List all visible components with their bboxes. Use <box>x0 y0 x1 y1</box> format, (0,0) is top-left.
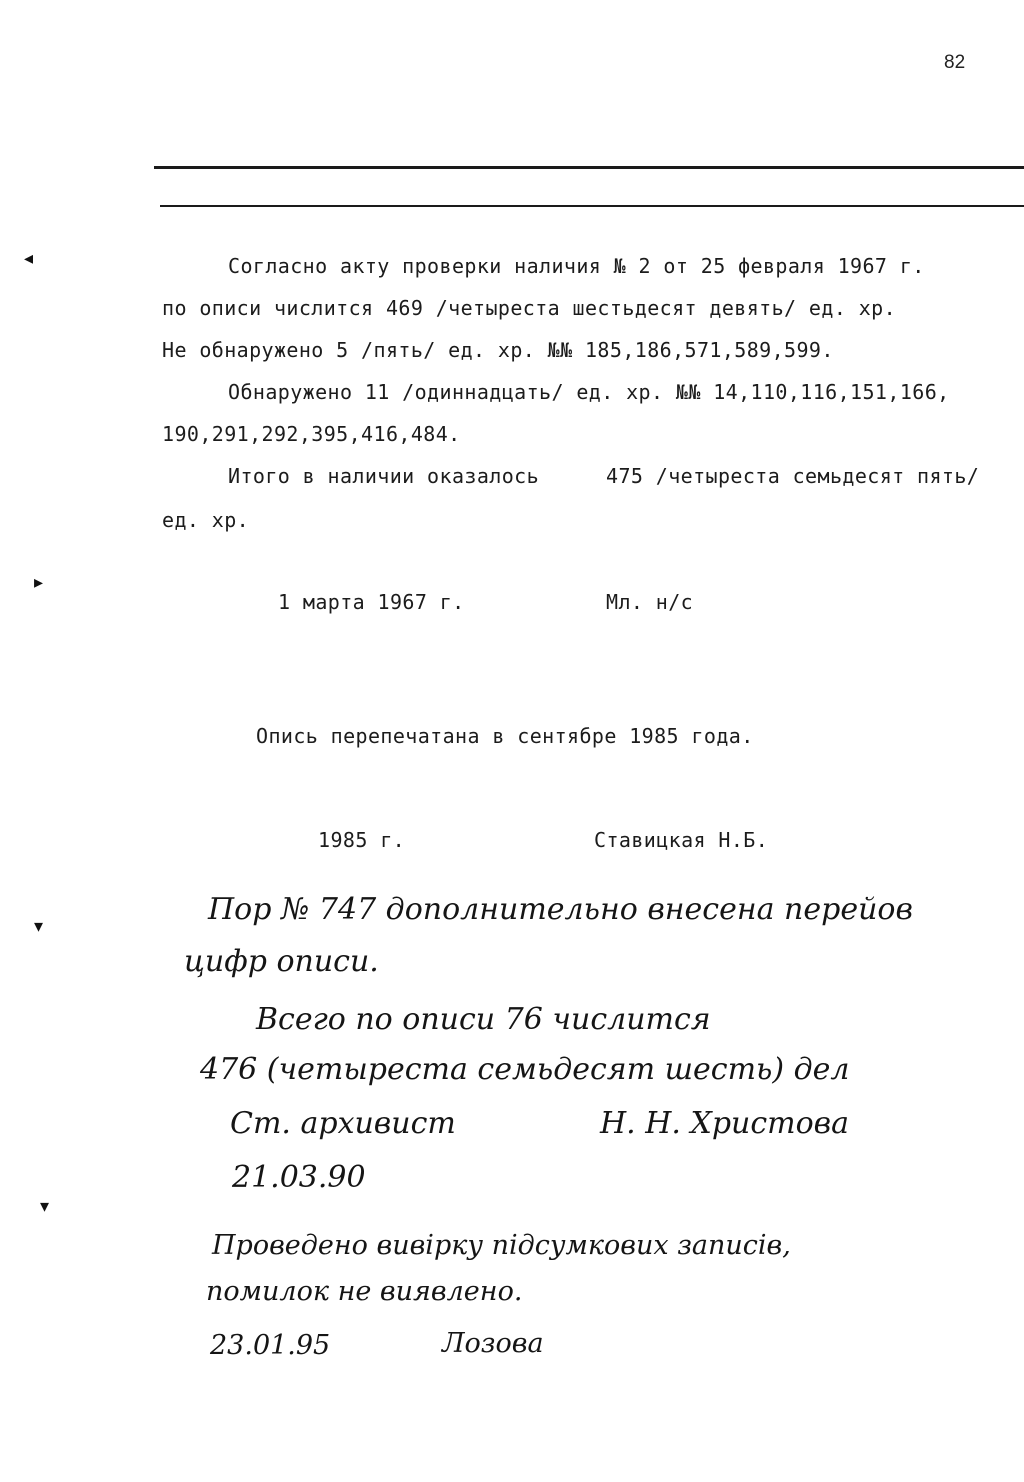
handwritten-note-2-line-1: Проведено вивірку підсумкових записів, <box>212 1230 791 1261</box>
typed-line-3: Не обнаружено 5 /пять/ ед. хр. №№ 185,186,571,589,599. <box>162 338 834 362</box>
binding-hole-mark: ▾ <box>40 1196 50 1216</box>
top-rule <box>154 166 1024 169</box>
handwritten-note-1-line-4: 476 (четыреста семьдесят шесть) дел <box>200 1052 850 1087</box>
typed-line-6b: 475 /четыреста семьдесят пять/ <box>606 464 980 488</box>
handwritten-note-2-signature: Лозова <box>442 1328 544 1359</box>
page-number: 82 <box>944 52 966 73</box>
handwritten-note-1-signature: Н. Н. Христова <box>600 1106 850 1141</box>
handwritten-note-1-line-2: цифр описи. <box>184 944 379 979</box>
retyped-note: Опись перепечатана в сентябре 1985 года. <box>256 724 754 748</box>
second-rule <box>160 205 1024 207</box>
typed-line-5: 190,291,292,395,416,484. <box>162 422 461 446</box>
typed-line-4: Обнаружено 11 /одиннадцать/ ед. хр. №№ 14,110,116,151,166, <box>228 380 950 404</box>
handwritten-note-2-date: 23.01.95 <box>210 1330 331 1361</box>
binding-hole-mark: ◂ <box>24 248 34 268</box>
handwritten-note-2-line-2: помилок не виявлено. <box>206 1276 523 1307</box>
handwritten-note-1-line-3: Всего по описи 76 числится <box>256 1002 711 1037</box>
typed-date-1: 1 марта 1967 г. <box>278 590 465 614</box>
typed-line-6a: Итого в наличии оказалось <box>228 464 540 488</box>
typed-line-2: по описи числится 469 /четыреста шестьдесят девять/ ед. хр. <box>162 296 897 320</box>
typed-position-1: Мл. н/с <box>606 590 694 614</box>
typed-date-2: 1985 г. <box>318 828 406 852</box>
handwritten-note-1-title: Ст. архивист <box>230 1106 456 1141</box>
binding-hole-mark: ▸ <box>34 572 44 592</box>
typed-line-1: Согласно акту проверки наличия № 2 от 25 февраля 1967 г. <box>228 254 925 278</box>
handwritten-note-1-date: 21.03.90 <box>232 1160 366 1195</box>
typed-signer-2: Ставицкая Н.Б. <box>594 828 769 852</box>
handwritten-note-1-line-1: Пор № 747 дополнительно внесена перейов <box>208 892 913 927</box>
typed-line-7: ед. хр. <box>162 508 250 532</box>
binding-hole-mark: ▾ <box>34 916 44 936</box>
